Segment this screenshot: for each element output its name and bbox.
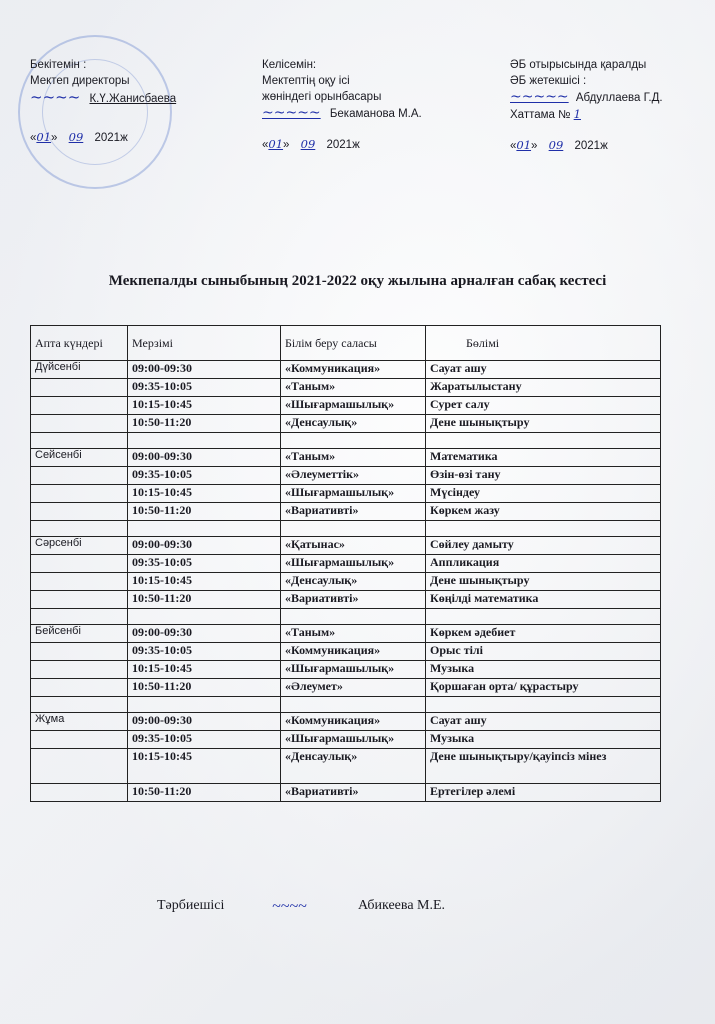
header-time: Мерзімі [128, 326, 281, 361]
area-cell: «Шығармашылық» [281, 555, 426, 573]
signature-deputy: ~~~~~ [262, 105, 321, 121]
time-cell: 10:50-11:20 [128, 591, 281, 609]
empty-cell [281, 609, 426, 625]
day-cell: Сәрсенбі [31, 537, 128, 555]
agreement-title: Келісемін: [262, 59, 317, 71]
time-cell: 09:35-10:05 [128, 379, 281, 397]
subject-cell: Көңілді математика [426, 591, 661, 609]
schedule-table [30, 325, 661, 802]
header-area: Білім беру саласы [281, 326, 426, 361]
table-row [31, 713, 661, 731]
time-cell: 10:50-11:20 [128, 415, 281, 433]
table-row [31, 661, 661, 679]
signature-head: ~~~~~ [510, 89, 569, 105]
table-row [31, 591, 661, 609]
time-cell: 10:50-11:20 [128, 679, 281, 697]
agreement-name: Бекаманова М.А. [329, 108, 422, 120]
approval-position: Мектеп директоры [30, 75, 130, 87]
empty-cell [281, 433, 426, 449]
area-cell: «Әлеуметтік» [281, 467, 426, 485]
approval-date: «01» 09 2021ж [30, 130, 128, 144]
table-row [31, 573, 661, 591]
time-cell: 10:50-11:20 [128, 784, 281, 802]
table-separator-row [31, 433, 661, 449]
day-cell: Бейсенбі [31, 625, 128, 643]
table-row [31, 784, 661, 802]
agreement-position-1: Мектептің оқу ісі [262, 75, 350, 87]
empty-cell [426, 609, 661, 625]
time-cell: 10:50-11:20 [128, 503, 281, 521]
day-cell [31, 379, 128, 397]
agreement-date: «01» 09 2021ж [262, 137, 360, 151]
day-cell [31, 731, 128, 749]
subject-cell: Орыс тілі [426, 643, 661, 661]
area-cell: «Таным» [281, 449, 426, 467]
subject-cell: Көркем әдебиет [426, 625, 661, 643]
table-separator-row [31, 609, 661, 625]
area-cell: «Таным» [281, 625, 426, 643]
day-cell [31, 397, 128, 415]
day-cell [31, 749, 128, 784]
header-day: Апта күндері [31, 326, 128, 361]
teacher-role: Тәрбиешісі [157, 898, 225, 913]
day-cell [31, 784, 128, 802]
day-cell [31, 485, 128, 503]
subject-cell: Сөйлеу дамыту [426, 537, 661, 555]
protocol-number: Хаттама № 1 [510, 107, 581, 121]
area-cell: «Шығармашылық» [281, 661, 426, 679]
table-separator-row [31, 697, 661, 713]
time-cell: 09:35-10:05 [128, 467, 281, 485]
table-header-row [31, 326, 661, 361]
time-cell: 10:15-10:45 [128, 749, 281, 784]
time-cell: 09:00-09:30 [128, 361, 281, 379]
subject-cell: Аппликация [426, 555, 661, 573]
time-cell: 09:00-09:30 [128, 713, 281, 731]
day-cell: Жұма [31, 713, 128, 731]
table-row [31, 485, 661, 503]
day-cell [31, 503, 128, 521]
review-position: ӘБ жетекшісі : [510, 75, 587, 87]
subject-cell: Сауат ашу [426, 361, 661, 379]
table-row [31, 625, 661, 643]
empty-cell [128, 521, 281, 537]
area-cell: «Коммуникация» [281, 713, 426, 731]
empty-cell [281, 521, 426, 537]
approval-title: Бекітемін : [30, 59, 87, 71]
time-cell: 09:35-10:05 [128, 643, 281, 661]
subject-cell: Музыка [426, 661, 661, 679]
table-row [31, 749, 661, 784]
day-cell: Сейсенбі [31, 449, 128, 467]
area-cell: «Шығармашылық» [281, 731, 426, 749]
subject-cell: Сурет салу [426, 397, 661, 415]
table-row [31, 397, 661, 415]
time-cell: 09:00-09:30 [128, 537, 281, 555]
area-cell: «Шығармашылық» [281, 485, 426, 503]
time-cell: 10:15-10:45 [128, 485, 281, 503]
empty-cell [31, 521, 128, 537]
schedule-body [31, 361, 661, 802]
subject-cell: Мүсіндеу [426, 485, 661, 503]
empty-cell [128, 697, 281, 713]
teacher-name: Абикеева М.Е. [358, 898, 446, 913]
empty-cell [31, 609, 128, 625]
area-cell: «Денсаулық» [281, 749, 426, 784]
review-block [510, 57, 663, 154]
area-cell: «Қатынас» [281, 537, 426, 555]
day-cell [31, 555, 128, 573]
table-row [31, 503, 661, 521]
area-cell: «Таным» [281, 379, 426, 397]
subject-cell: Математика [426, 449, 661, 467]
day-cell [31, 573, 128, 591]
approval-name: К.Ү.Жанисбаева [89, 93, 177, 105]
table-row [31, 449, 661, 467]
table-row [31, 537, 661, 555]
time-cell: 09:35-10:05 [128, 555, 281, 573]
agreement-block [262, 57, 422, 153]
table-row [31, 467, 661, 485]
empty-cell [426, 433, 661, 449]
subject-cell: Көркем жазу [426, 503, 661, 521]
document-title: Мекпепалды сыныбының 2021-2022 оқу жылына арналған сабақ кестесі [108, 273, 607, 289]
header-subject: Бөлімі [426, 326, 661, 361]
review-title: ӘБ отырысында қаралды [510, 59, 647, 71]
review-date: «01» 09 2021ж [510, 138, 608, 152]
area-cell: «Денсаулық» [281, 415, 426, 433]
table-row [31, 643, 661, 661]
subject-cell: Өзін-өзі тану [426, 467, 661, 485]
table-row [31, 731, 661, 749]
time-cell: 10:15-10:45 [128, 661, 281, 679]
day-cell [31, 679, 128, 697]
table-row [31, 361, 661, 379]
table-row [31, 379, 661, 397]
agreement-position-2: жөніндегі орынбасары [262, 91, 382, 103]
area-cell: «Вариативті» [281, 503, 426, 521]
subject-cell: Музыка [426, 731, 661, 749]
time-cell: 10:15-10:45 [128, 397, 281, 415]
table-separator-row [31, 521, 661, 537]
approval-block [30, 57, 176, 146]
day-cell [31, 467, 128, 485]
day-cell [31, 661, 128, 679]
area-cell: «Денсаулық» [281, 573, 426, 591]
empty-cell [128, 433, 281, 449]
empty-cell [31, 697, 128, 713]
table-row [31, 679, 661, 697]
time-cell: 10:15-10:45 [128, 573, 281, 591]
day-cell [31, 643, 128, 661]
empty-cell [426, 521, 661, 537]
area-cell: «Әлеумет» [281, 679, 426, 697]
day-cell [31, 415, 128, 433]
subject-cell: Қоршаған орта/ құрастыру [426, 679, 661, 697]
area-cell: «Коммуникация» [281, 643, 426, 661]
table-row [31, 415, 661, 433]
day-cell: Дүйсенбі [31, 361, 128, 379]
area-cell: «Вариативті» [281, 591, 426, 609]
review-name: Абдуллаева Г.Д. [575, 92, 663, 104]
table-row [31, 555, 661, 573]
empty-cell [281, 697, 426, 713]
area-cell: «Шығармашылық» [281, 397, 426, 415]
signature-teacher: ~~~~ [272, 898, 307, 915]
subject-cell: Ертегілер әлемі [426, 784, 661, 802]
subject-cell: Жаратылыстану [426, 379, 661, 397]
day-cell [31, 591, 128, 609]
time-cell: 09:00-09:30 [128, 625, 281, 643]
time-cell: 09:00-09:30 [128, 449, 281, 467]
empty-cell [128, 609, 281, 625]
empty-cell [426, 697, 661, 713]
subject-cell: Сауат ашу [426, 713, 661, 731]
area-cell: «Коммуникация» [281, 361, 426, 379]
subject-cell: Дене шынықтыру [426, 573, 661, 591]
signature-director: ~~~~ [30, 88, 81, 106]
empty-cell [31, 433, 128, 449]
area-cell: «Вариативті» [281, 784, 426, 802]
subject-cell: Дене шынықтыру/қауіпсіз мінез [426, 749, 661, 784]
time-cell: 09:35-10:05 [128, 731, 281, 749]
subject-cell: Дене шынықтыру [426, 415, 661, 433]
